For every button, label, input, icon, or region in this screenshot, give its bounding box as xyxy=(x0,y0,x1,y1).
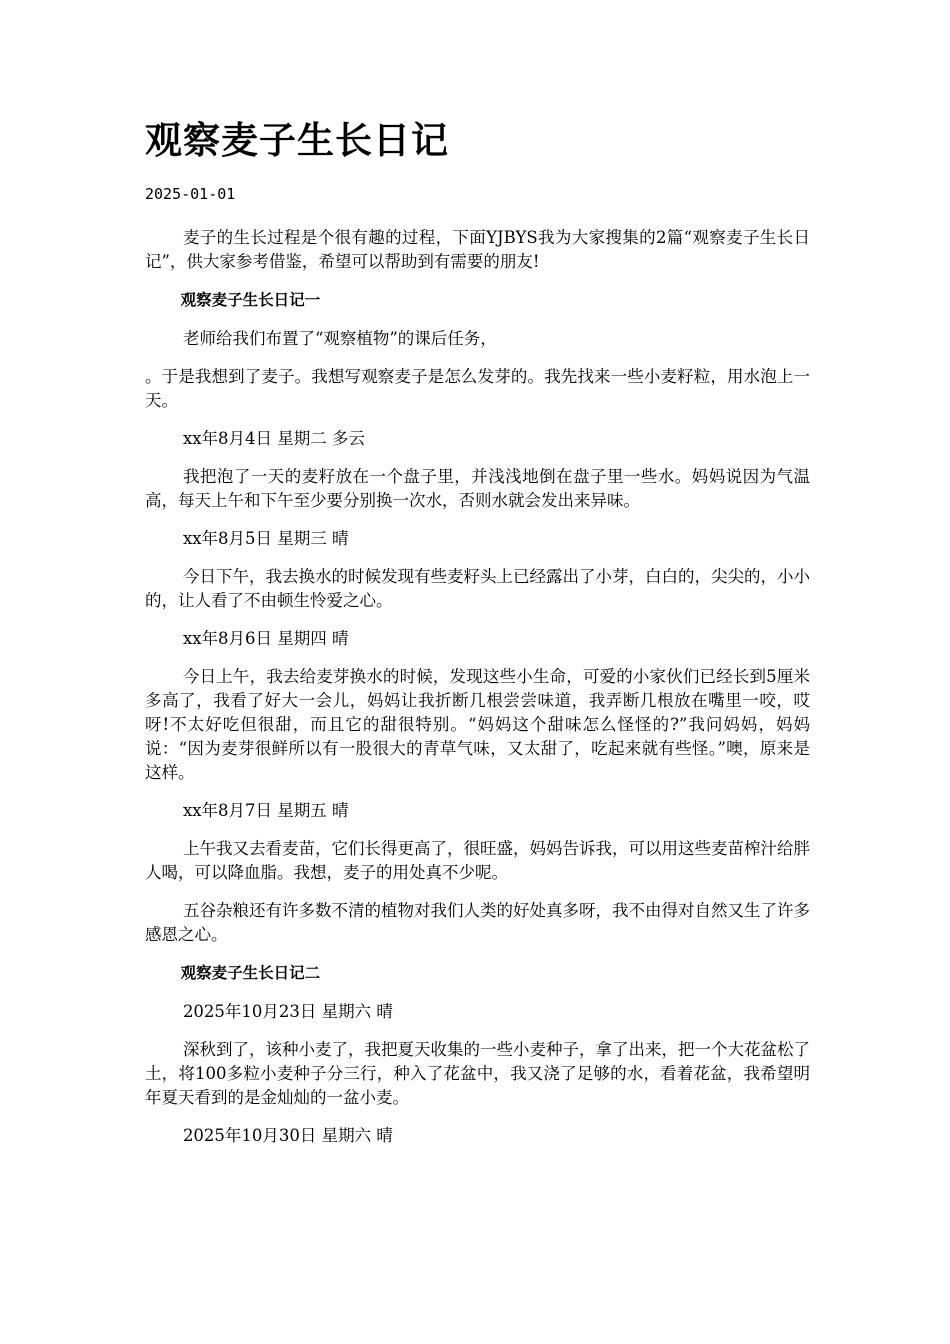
diary-date-line: xx年8月7日 星期五 晴 xyxy=(182,801,349,820)
document-body xyxy=(145,226,810,1162)
body-paragraph: 五谷杂粮还有许多数不清的植物对我们人类的好处真多呀，我不由得对自然又生了许多感恩之心。 xyxy=(145,901,810,944)
document-title: 观察麦子生长日记 xyxy=(145,119,449,162)
diary-date-line: 2025年10月23日 星期六 晴 xyxy=(182,1002,393,1021)
body-paragraph: 老师给我们布置了“观察植物”的课后任务， xyxy=(182,329,497,348)
section-heading: 观察麦子生长日记一 xyxy=(180,291,321,309)
diary-date-line: xx年8月4日 星期二 多云 xyxy=(182,429,366,448)
body-paragraph: 深秋到了，该种小麦了，我把夏天收集的一些小麦种子，拿了出来，把一个大花盆松了土，将100多粒小麦种子分三行，种入了花盆中，我又浇了足够的水，看着花盆，我希望明年夏天看到的是金灿灿的一盆小麦。 xyxy=(145,1040,810,1107)
body-paragraph: 上午我又去看麦苗，它们长得更高了，很旺盛，妈妈告诉我，可以用这些麦苗榨汁给胖人喝，可以降血脂。我想，麦子的用处真不少呢。 xyxy=(145,839,810,882)
diary-date-line: 2025年10月30日 星期六 晴 xyxy=(182,1126,393,1145)
body-paragraph: 今日上午，我去给麦芽换水的时候，发现这些小生命，可爱的小家伙们已经长到5厘米多高了，我看了好大一会儿，妈妈让我折断几根尝尝味道，我弄断几根放在嘴里一咬，哎呀!不太好吃但很甜，而且它的甜很特别。“妈妈这个甜味怎么怪怪的?”我问妈妈，妈妈说：“因为麦芽很鲜所以有一股很大的青草气味，又太甜了，吃起来就有些怪。”噢，原来是这样。 xyxy=(145,667,810,782)
body-paragraph: 麦子的生长过程是个很有趣的过程，下面YJBYS我为大家搜集的2篇“观察麦子生长日记”，供大家参考借鉴，希望可以帮助到有需要的朋友! xyxy=(145,228,810,271)
body-paragraph: 。于是我想到了麦子。我想写观察麦子是怎么发芽的。我先找来一些小麦籽粒，用水泡上一天。 xyxy=(145,367,810,410)
body-paragraph: 我把泡了一天的麦籽放在一个盘子里，并浅浅地倒在盘子里一些水。妈妈说因为气温高，每天上午和下午至少要分别换一次水，否则水就会发出来异味。 xyxy=(145,467,810,510)
body-paragraph: 今日下午，我去换水的时候发现有些麦籽头上已经露出了小芽，白白的，尖尖的，小小的，让人看了不由顿生怜爱之心。 xyxy=(145,567,810,610)
diary-date-line: xx年8月5日 星期三 晴 xyxy=(182,529,349,548)
diary-date-line: xx年8月6日 星期四 晴 xyxy=(182,629,349,648)
section-heading: 观察麦子生长日记二 xyxy=(180,964,321,982)
publish-date: 2025-01-01 xyxy=(145,185,236,203)
